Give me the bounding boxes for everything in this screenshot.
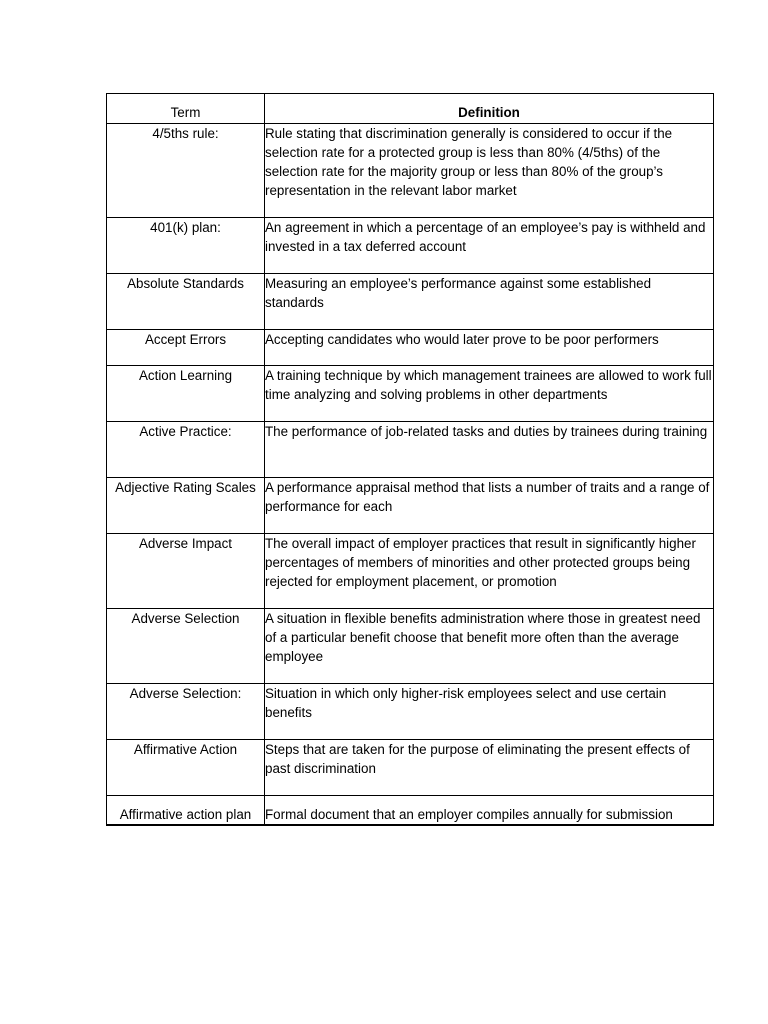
table-row	[107, 274, 714, 330]
definition-cell: A training technique by which management trainees are allowed to work full time analyzing and solving problems in other departments	[265, 366, 714, 422]
table-row	[107, 534, 714, 609]
table-row	[107, 366, 714, 422]
term-cell: Adverse Impact	[107, 534, 265, 609]
definition-cell: A situation in flexible benefits administration where those in greatest need of a particular benefit choose that benefit more often than the average employee	[265, 609, 714, 684]
definition-cell: The overall impact of employer practices that result in significantly higher percentages of members of minorities and other protected groups being rejected for employment placement, or promotion	[265, 534, 714, 609]
definition-cell: Steps that are taken for the purpose of eliminating the present effects of past discrimination	[265, 740, 714, 796]
definition-column-header: Definition	[265, 94, 714, 124]
table-row	[107, 478, 714, 534]
table-row	[107, 609, 714, 684]
definition-cell: An agreement in which a percentage of an employee’s pay is withheld and invested in a tax deferred account	[265, 218, 714, 274]
term-cell: Accept Errors	[107, 330, 265, 366]
table-header-row	[107, 94, 714, 124]
term-cell: Adverse Selection	[107, 609, 265, 684]
term-cell: Absolute Standards	[107, 274, 265, 330]
definition-cell: A performance appraisal method that lists a number of traits and a range of performance for each	[265, 478, 714, 534]
definition-cell: Measuring an employee’s performance against some established standards	[265, 274, 714, 330]
term-cell: Adjective Rating Scales	[107, 478, 265, 534]
term-cell: Affirmative Action	[107, 740, 265, 796]
term-cell: Action Learning	[107, 366, 265, 422]
table-row	[107, 796, 714, 826]
table-row	[107, 330, 714, 366]
table-row	[107, 218, 714, 274]
definition-cell: Rule stating that discrimination generally is considered to occur if the selection rate for a protected group is less than 80% (4/5ths) of the selection rate for the majority group or less than 80% of the group’s representation in the relevant labor market	[265, 124, 714, 218]
table-row	[107, 124, 714, 218]
term-cell: Adverse Selection:	[107, 684, 265, 740]
definition-cell: Formal document that an employer compiles annually for submission	[265, 796, 714, 826]
term-cell: 401(k) plan:	[107, 218, 265, 274]
term-cell: Active Practice:	[107, 422, 265, 478]
table-row	[107, 684, 714, 740]
definition-cell: The performance of job-related tasks and duties by trainees during training	[265, 422, 714, 478]
term-cell: Affirmative action plan	[107, 796, 265, 826]
definition-cell: Situation in which only higher-risk employees select and use certain benefits	[265, 684, 714, 740]
term-column-header: Term	[107, 94, 265, 124]
glossary-table	[106, 93, 714, 826]
definition-cell: Accepting candidates who would later prove to be poor performers	[265, 330, 714, 366]
term-cell: 4/5ths rule:	[107, 124, 265, 218]
table-row	[107, 422, 714, 478]
table-row	[107, 740, 714, 796]
